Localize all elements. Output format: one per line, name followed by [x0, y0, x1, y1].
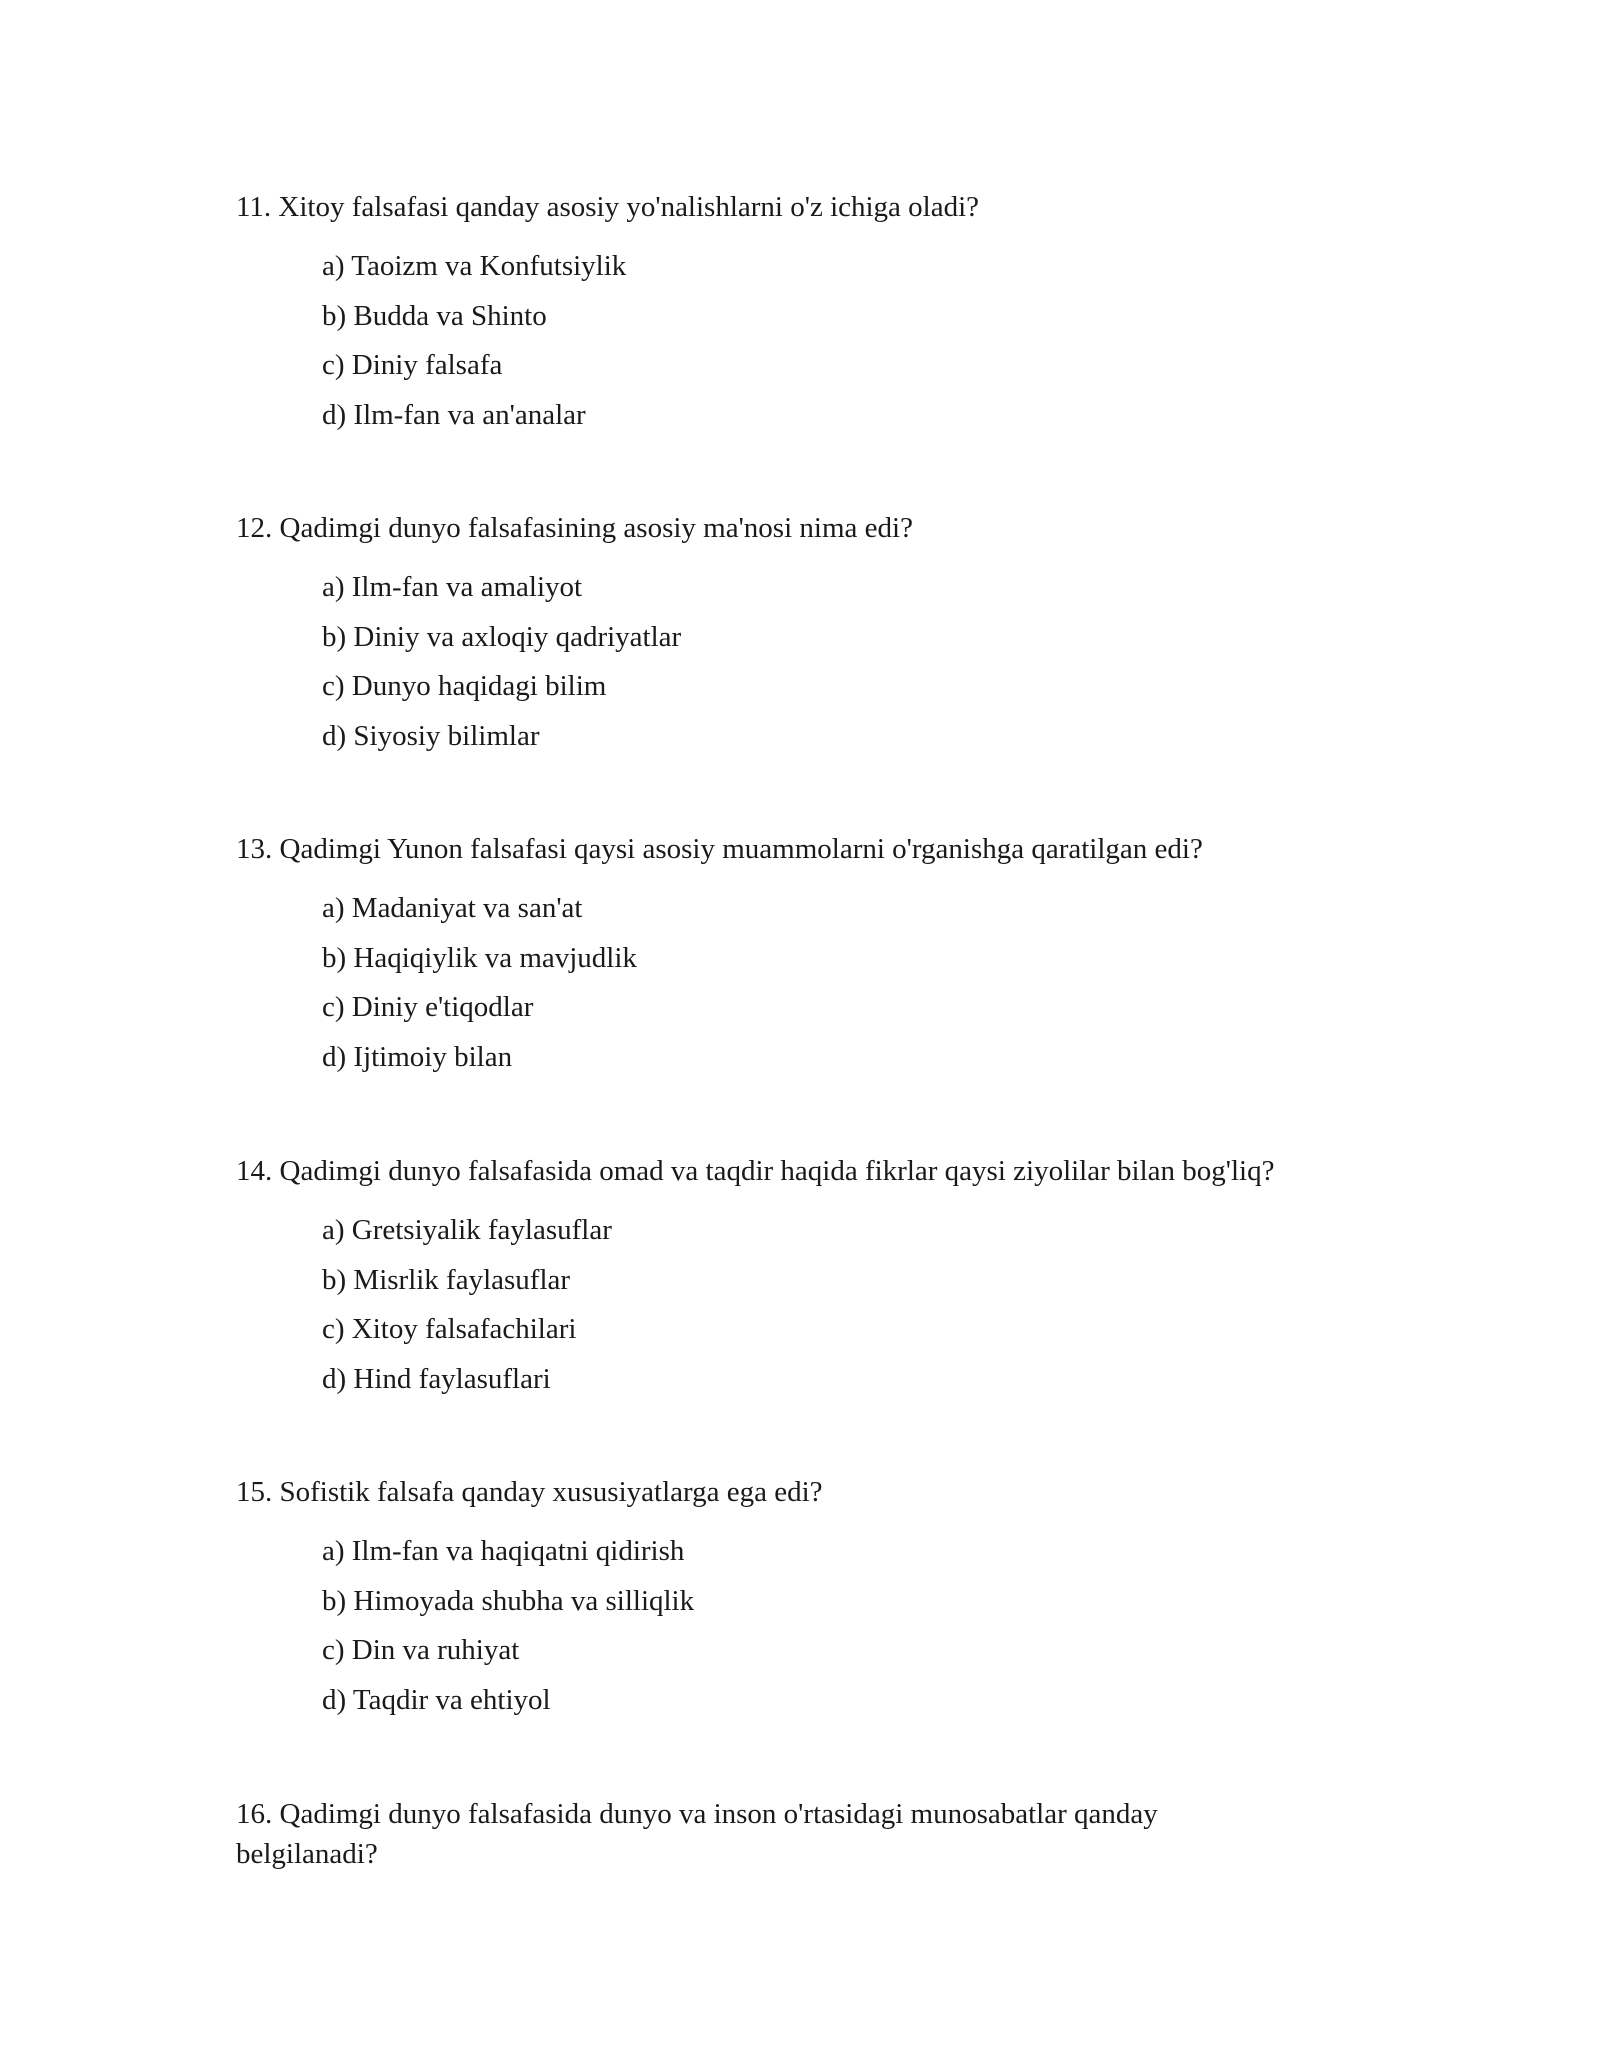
answer-option-d: d) Ilm-fan va an'analar: [322, 398, 586, 431]
question-11: [236, 187, 1396, 440]
question-text: 14. Qadimgi dunyo falsafasida omad va taqdir haqida fikrlar qaysi ziyolilar bilan bog'liq?: [236, 1155, 1275, 1187]
answer-option-c: c) Diniy falsafa: [322, 349, 503, 381]
answer-option-d: d) Siyosiy bilimlar: [322, 719, 540, 752]
answer-option-c: c) Dunyo haqidagi bilim: [322, 670, 607, 702]
question-15: [236, 1472, 1396, 1725]
answer-option-d: d) Taqdir va ehtiyol: [322, 1683, 551, 1716]
answer-option-a: a) Ilm-fan va amaliyot: [322, 571, 583, 603]
answer-options: [322, 563, 1396, 761]
answer-option-b: b) Budda va Shinto: [322, 299, 547, 332]
answer-option-a: a) Ilm-fan va haqiqatni qidirish: [322, 1535, 685, 1567]
question-13: [236, 829, 1396, 1082]
answer-option-a: a) Madaniyat va san'at: [322, 892, 583, 924]
question-12: [236, 508, 1396, 761]
answer-options: [322, 1206, 1396, 1404]
answer-option-d: d) Ijtimoiy bilan: [322, 1040, 513, 1073]
answer-options: [322, 242, 1396, 440]
question-14: [236, 1151, 1396, 1404]
answer-option-c: c) Din va ruhiyat: [322, 1634, 520, 1666]
answer-option-b: b) Himoyada shubha va silliqlik: [322, 1584, 695, 1617]
answer-option-a: a) Gretsiyalik faylasuflar: [322, 1214, 612, 1246]
answer-option-c: c) Diniy e'tiqodlar: [322, 991, 534, 1023]
answer-options: [322, 884, 1396, 1082]
question-text: 16. Qadimgi dunyo falsafasida dunyo va inson o'rtasidagi munosabatlar qanday belgilanadi?: [236, 1798, 1158, 1870]
question-text: 13. Qadimgi Yunon falsafasi qaysi asosiy muammolarni o'rganishga qaratilgan edi?: [236, 833, 1203, 865]
question-text: 11. Xitoy falsafasi qanday asosiy yo'nalishlarni o'z ichiga oladi?: [236, 191, 980, 223]
answer-options: [322, 1527, 1396, 1725]
question-text: 12. Qadimgi dunyo falsafasining asosiy ma'nosi nima edi?: [236, 512, 913, 544]
answer-option-c: c) Xitoy falsafachilari: [322, 1313, 577, 1345]
answer-option-d: d) Hind faylasuflari: [322, 1362, 551, 1395]
answer-option-b: b) Diniy va axloqiy qadriyatlar: [322, 620, 682, 653]
answer-option-a: a) Taoizm va Konfutsiylik: [322, 250, 627, 282]
question-text: 15. Sofistik falsafa qanday xususiyatlarga ega edi?: [236, 1476, 823, 1508]
question-16: [236, 1794, 1296, 1874]
answer-option-b: b) Misrlik faylasuflar: [322, 1263, 571, 1296]
answer-option-b: b) Haqiqiylik va mavjudlik: [322, 941, 637, 974]
